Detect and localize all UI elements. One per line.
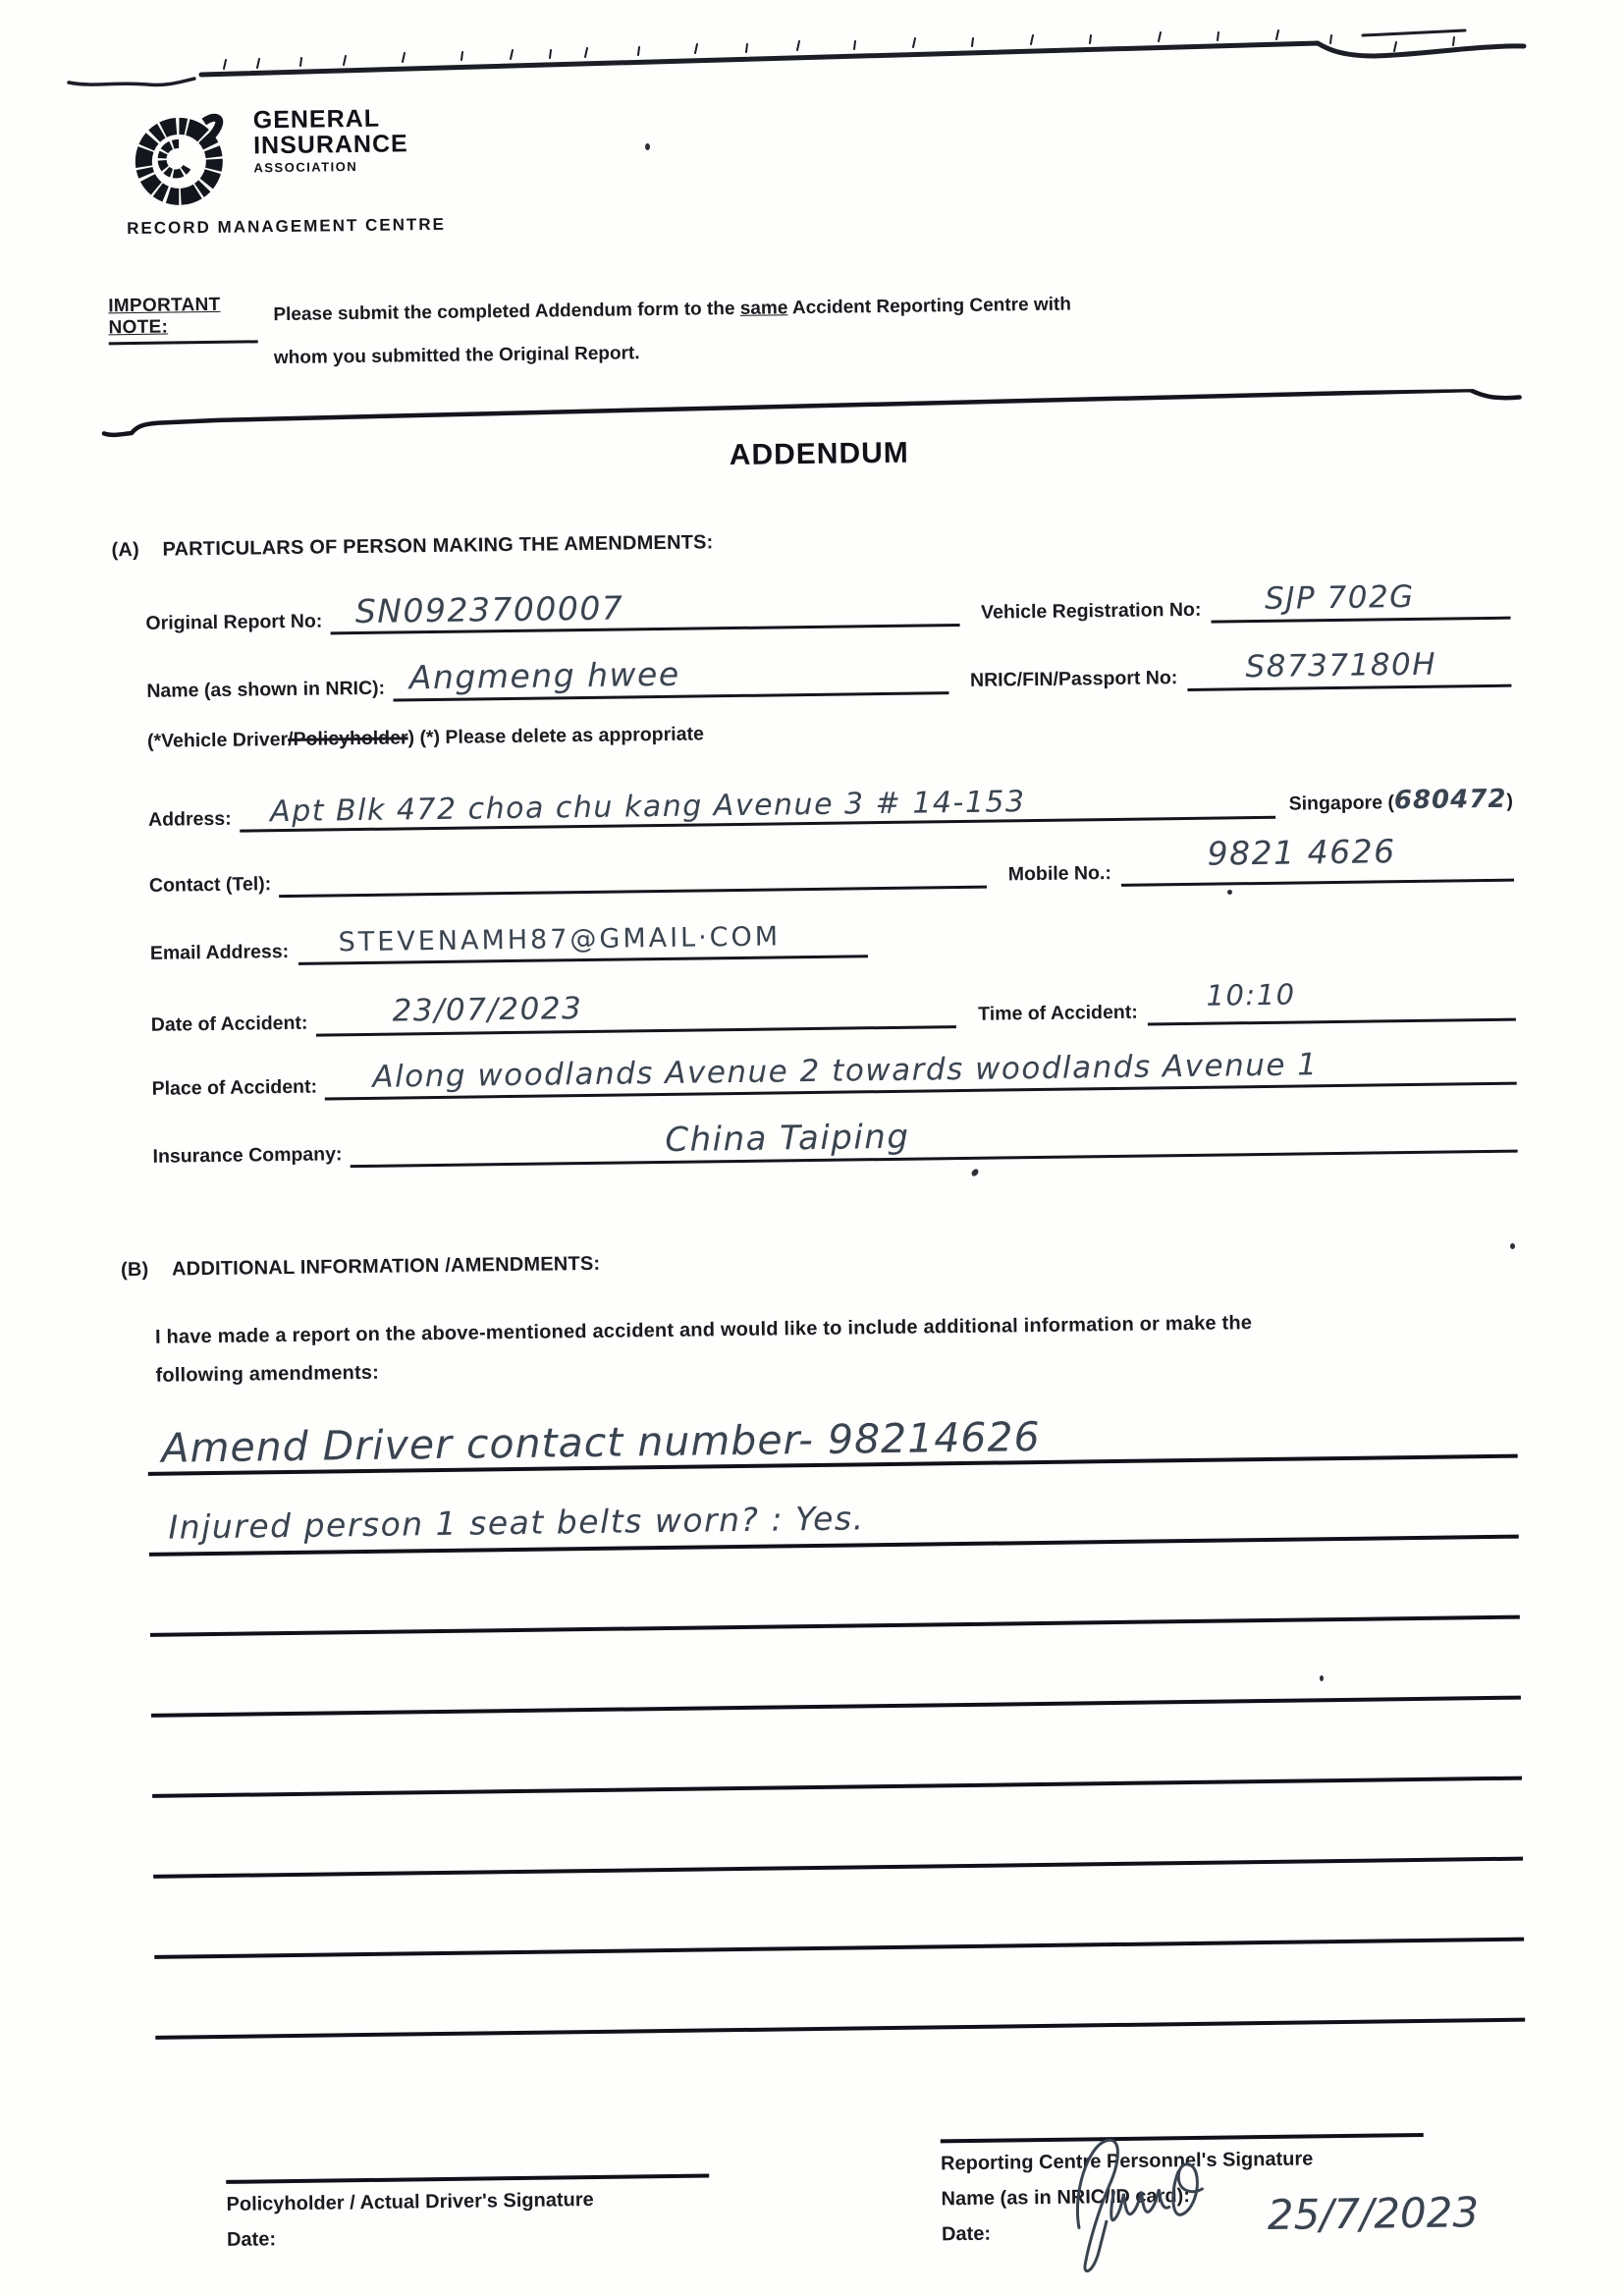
- row-delete-appropriate: [147, 713, 1512, 755]
- address-value: Apt Blk 472 choa chu kang Avenue 3 # 14-153: [269, 785, 1026, 830]
- note-underlined-word: same: [739, 298, 788, 319]
- logo-subtitle: RECORD MANAGEMENT CENTRE: [127, 214, 447, 239]
- vehicle-reg-value: SJP 702G: [1264, 579, 1415, 618]
- amendment-text-2: Injured person 1 seat belts worn? : Yes.: [168, 1499, 865, 1547]
- policyholder-date-label: Date:: [226, 2228, 277, 2252]
- mobile-line: [1121, 832, 1514, 887]
- logo-text: [253, 105, 409, 175]
- important-note: [108, 277, 1527, 381]
- important-note-label: IMPORTANT NOTE:: [108, 294, 258, 345]
- insurance-company-value: China Taiping: [665, 1118, 910, 1161]
- name-value: Angmeng hwee: [408, 655, 680, 697]
- section-b-intro: I have made a report on the above-mentioned accident and would like to include additional information or make the following amendments:: [154, 1312, 1253, 1388]
- logo-line-association: ASSOCIATION: [253, 158, 358, 176]
- delete-note: [147, 724, 704, 755]
- contact-tel-line: [279, 872, 987, 898]
- personnel-signature-stroke: [1049, 2131, 1267, 2281]
- original-report-no-label: Original Report No:: [145, 610, 323, 635]
- reporting-centre-signature-block: [940, 2133, 1480, 2249]
- delete-suffix: ) (*) Please delete as appropriate: [407, 723, 704, 749]
- policyholder-signature-block: [226, 2174, 710, 2259]
- insurance-company-label: Insurance Company:: [152, 1143, 343, 1169]
- amendment-lines: [147, 1392, 1525, 2040]
- insurance-company-line: [350, 1118, 1517, 1169]
- section-a-heading: [111, 521, 1529, 563]
- important-note-text: [273, 283, 1079, 379]
- logo-line-general: GENERAL: [252, 104, 381, 135]
- singapore-prefix: Singapore (: [1288, 792, 1395, 815]
- logo-line-insurance: INSURANCE: [252, 130, 408, 160]
- date-of-accident-value: 23/07/2023: [392, 991, 583, 1029]
- place-of-accident-label: Place of Accident:: [151, 1075, 318, 1101]
- address-line: [240, 785, 1275, 833]
- postal-value: 680472: [1393, 785, 1507, 816]
- section-a-title: PARTICULARS OF PERSON MAKING THE AMENDMENTS:: [162, 531, 714, 561]
- section-b-title: ADDITIONAL INFORMATION /AMENDMENTS:: [171, 1253, 601, 1281]
- policyholder-signature-line: [226, 2174, 709, 2184]
- contact-tel-label: Contact (Tel):: [148, 873, 272, 898]
- row-address: [148, 785, 1513, 834]
- row-email: [149, 921, 1515, 967]
- note-after: Accident Reporting Centre with whom you submitted the Original Report.: [273, 294, 1072, 368]
- date-of-accident-line: [315, 991, 956, 1037]
- email-label: Email Address:: [149, 941, 290, 965]
- amendment-line: [154, 1941, 1525, 2040]
- nric-label: NRIC/FIN/Passport No:: [969, 667, 1178, 692]
- reporting-centre-date-label: Date:: [941, 2223, 992, 2246]
- amendment-text-1: Amend Driver contact number- 98214626: [161, 1413, 1041, 1473]
- note-before: Please submit the completed Addendum form to the: [273, 298, 740, 326]
- mobile-value: 9821 4626: [1207, 832, 1396, 874]
- row-contact-mobile: [148, 832, 1514, 900]
- nric-value: S8737180H: [1245, 647, 1437, 685]
- original-report-no-line: [330, 588, 959, 634]
- delete-prefix: (*Vehicle Driver: [146, 729, 289, 753]
- reporting-centre-signature-caption: Reporting Centre Personnel's Signature: [940, 2148, 1314, 2175]
- row-report-vehicle: [145, 579, 1510, 637]
- date-of-accident-label: Date of Accident:: [150, 1012, 308, 1037]
- place-of-accident-value: Along woodlands Avenue 2 towards woodlands Avenue 1: [372, 1047, 1319, 1096]
- delete-struck-policyholder: /Policyholder: [287, 727, 408, 751]
- header: [123, 73, 1525, 213]
- place-of-accident-line: [325, 1047, 1517, 1101]
- personnel-signature-date: 25/7/2023: [1267, 2188, 1480, 2240]
- section-b-index: (B): [120, 1259, 149, 1282]
- original-report-no-value: SN0923700007: [354, 588, 624, 631]
- signature-section: [226, 2132, 1551, 2260]
- form-title: ADDENDUM: [729, 437, 909, 472]
- section-b-heading: [121, 1241, 1539, 1283]
- row-date-time: [150, 977, 1516, 1039]
- row-name-nric: [146, 647, 1511, 705]
- singapore-postal: [1274, 785, 1513, 819]
- email-row-spacer: [868, 950, 1515, 958]
- policyholder-signature-caption: Policyholder / Actual Driver's Signature: [226, 2189, 594, 2216]
- row-insurer: [152, 1118, 1517, 1171]
- time-of-accident-value: 10:10: [1206, 977, 1296, 1013]
- name-line: [393, 655, 948, 702]
- address-label: Address:: [147, 808, 232, 832]
- row-place: [151, 1047, 1517, 1103]
- singapore-suffix: ): [1506, 791, 1514, 813]
- time-of-accident-line: [1148, 977, 1516, 1026]
- name-label: Name (as shown in NRIC):: [146, 678, 386, 703]
- reporting-centre-name-label: Name (as in NRIC/ID card):: [941, 2185, 1191, 2211]
- email-value: STEVENAMH87@GMAIL·COM: [338, 921, 782, 958]
- time-of-accident-label: Time of Accident:: [978, 1002, 1138, 1026]
- gia-logo-mark: [124, 106, 241, 214]
- mobile-label: Mobile No.:: [1007, 862, 1112, 886]
- email-line: [298, 921, 868, 966]
- vehicle-reg-line: [1211, 579, 1510, 624]
- vehicle-reg-label: Vehicle Registration No:: [980, 599, 1202, 625]
- section-a-index: (A): [111, 539, 140, 562]
- nric-line: [1187, 647, 1511, 691]
